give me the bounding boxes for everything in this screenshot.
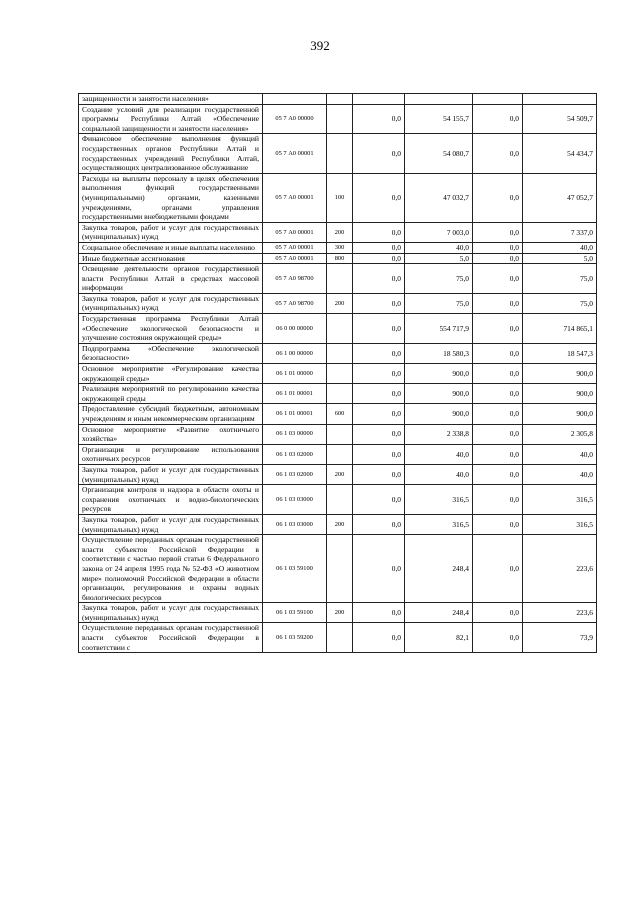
row-value-4-cell: 5,0 <box>523 253 597 264</box>
row-value-2-cell: 316,5 <box>405 485 473 515</box>
table-row <box>79 94 597 105</box>
row-value-1-cell: 0,0 <box>353 222 405 242</box>
row-value-2-cell: 75,0 <box>405 293 473 313</box>
row-vr-cell <box>327 364 353 384</box>
row-code-cell: 05 7 А0 00000 <box>263 104 327 134</box>
row-value-2-cell: 82,1 <box>405 623 473 653</box>
row-value-1-cell: 0,0 <box>353 535 405 603</box>
row-name-cell: Расходы на выплаты персоналу в целях обеспечения выполнения функций государственными (муниципальными) органами, казенными учреждениями, органами управления государственными внебюджетными фондами <box>79 173 263 222</box>
row-code-cell: 06 1 03 03000 <box>263 514 327 534</box>
row-value-2-cell: 2 338,8 <box>405 424 473 444</box>
row-value-4-cell: 54 434,7 <box>523 134 597 173</box>
row-value-3-cell: 0,0 <box>473 404 523 424</box>
row-value-3-cell: 0,0 <box>473 104 523 134</box>
row-vr-cell <box>327 424 353 444</box>
row-value-2-cell: 47 032,7 <box>405 173 473 222</box>
row-value-4-cell: 2 305,8 <box>523 424 597 444</box>
row-vr-cell <box>327 343 353 363</box>
budget-table <box>78 93 597 653</box>
row-value-4-cell: 714 865,1 <box>523 314 597 344</box>
row-value-1-cell: 0,0 <box>353 424 405 444</box>
row-value-2-cell: 900,0 <box>405 404 473 424</box>
row-value-1-cell: 0,0 <box>353 314 405 344</box>
row-value-4-cell: 40,0 <box>523 464 597 484</box>
row-value-4-cell <box>523 94 597 105</box>
row-value-3-cell: 0,0 <box>473 242 523 253</box>
table-row <box>79 104 597 134</box>
row-vr-cell <box>327 535 353 603</box>
row-vr-cell: 600 <box>327 404 353 424</box>
row-value-2-cell: 40,0 <box>405 444 473 464</box>
row-value-1-cell: 0,0 <box>353 623 405 653</box>
row-vr-cell: 200 <box>327 514 353 534</box>
row-value-4-cell: 316,5 <box>523 485 597 515</box>
row-value-3-cell: 0,0 <box>473 134 523 173</box>
row-value-2-cell: 75,0 <box>405 264 473 294</box>
table-row <box>79 264 597 294</box>
table-row <box>79 173 597 222</box>
row-name-cell: Организация и регулирование использования охотничьих ресурсов <box>79 444 263 464</box>
table-row <box>79 314 597 344</box>
row-code-cell: 05 7 А0 00001 <box>263 253 327 264</box>
row-vr-cell: 800 <box>327 253 353 264</box>
row-value-2-cell <box>405 94 473 105</box>
row-value-2-cell: 5,0 <box>405 253 473 264</box>
row-code-cell: 06 1 01 00001 <box>263 384 327 404</box>
row-code-cell: 05 7 А0 00001 <box>263 134 327 173</box>
row-value-2-cell: 900,0 <box>405 364 473 384</box>
row-value-3-cell: 0,0 <box>473 464 523 484</box>
row-value-4-cell: 900,0 <box>523 384 597 404</box>
row-value-4-cell: 73,9 <box>523 623 597 653</box>
row-vr-cell: 200 <box>327 293 353 313</box>
row-value-4-cell: 54 509,7 <box>523 104 597 134</box>
table-row <box>79 535 597 603</box>
row-value-1-cell: 0,0 <box>353 364 405 384</box>
row-value-3-cell: 0,0 <box>473 603 523 623</box>
table-row <box>79 424 597 444</box>
row-value-4-cell: 75,0 <box>523 293 597 313</box>
table-row <box>79 603 597 623</box>
row-value-4-cell: 40,0 <box>523 242 597 253</box>
table-row <box>79 293 597 313</box>
row-name-cell: Основное мероприятие «Развитие охотничьего хозяйства» <box>79 424 263 444</box>
row-value-4-cell: 7 337,0 <box>523 222 597 242</box>
table-row <box>79 343 597 363</box>
row-value-4-cell: 900,0 <box>523 364 597 384</box>
row-value-1-cell: 0,0 <box>353 134 405 173</box>
row-name-cell: Осуществление переданных органам государственной власти субъектов Российской Федерации в соответствии с частью первой статьи 6 Федерального закона от 24 апреля 1995 года № 52-ФЗ «О животном мире» полномочий Российской Федерации в области организации, регулирования и охраны водных биологических ресурсов <box>79 535 263 603</box>
row-value-3-cell: 0,0 <box>473 253 523 264</box>
row-value-2-cell: 40,0 <box>405 464 473 484</box>
row-value-3-cell: 0,0 <box>473 222 523 242</box>
row-value-1-cell: 0,0 <box>353 104 405 134</box>
row-vr-cell <box>327 134 353 173</box>
row-value-3-cell: 0,0 <box>473 314 523 344</box>
row-name-cell: Закупка товаров, работ и услуг для государственных (муниципальных) нужд <box>79 603 263 623</box>
row-value-1-cell: 0,0 <box>353 242 405 253</box>
row-code-cell: 05 7 А0 98700 <box>263 264 327 294</box>
row-name-cell: Закупка товаров, работ и услуг для государственных (муниципальных) нужд <box>79 464 263 484</box>
row-name-cell: Освещение деятельности органов государственной власти Республики Алтай в средствах массовой информации <box>79 264 263 294</box>
row-vr-cell: 100 <box>327 173 353 222</box>
row-code-cell: 06 1 03 59100 <box>263 603 327 623</box>
row-value-2-cell: 7 003,0 <box>405 222 473 242</box>
row-vr-cell: 200 <box>327 222 353 242</box>
row-code-cell: 06 1 03 00000 <box>263 424 327 444</box>
row-value-4-cell: 223,6 <box>523 535 597 603</box>
row-value-4-cell: 316,5 <box>523 514 597 534</box>
row-name-cell: Осуществление переданных органам государственной власти субъектов Российской Федерации в соответствии с <box>79 623 263 653</box>
row-code-cell: 06 1 03 59200 <box>263 623 327 653</box>
table-row <box>79 364 597 384</box>
row-value-1-cell: 0,0 <box>353 514 405 534</box>
table-row <box>79 623 597 653</box>
row-code-cell: 05 7 А0 00001 <box>263 242 327 253</box>
row-value-1-cell: 0,0 <box>353 485 405 515</box>
row-value-4-cell: 47 052,7 <box>523 173 597 222</box>
row-value-3-cell: 0,0 <box>473 264 523 294</box>
row-value-2-cell: 900,0 <box>405 384 473 404</box>
row-code-cell: 06 1 00 00000 <box>263 343 327 363</box>
row-value-1-cell: 0,0 <box>353 603 405 623</box>
table-row <box>79 485 597 515</box>
row-value-1-cell: 0,0 <box>353 264 405 294</box>
row-value-3-cell: 0,0 <box>473 623 523 653</box>
row-code-cell: 06 1 01 00000 <box>263 364 327 384</box>
row-name-cell: Государственная программа Республики Алтай «Обеспечение экологической безопасности и улучшение состояния окружающей среды» <box>79 314 263 344</box>
row-name-cell: Финансовое обеспечение выполнения функций государственных органов Республики Алтай и государственных учреждений Республики Алтай, осуществляющих централизованное обслуживание <box>79 134 263 173</box>
page-number: 392 <box>310 38 330 53</box>
row-value-4-cell: 223,6 <box>523 603 597 623</box>
row-code-cell: 06 1 03 59100 <box>263 535 327 603</box>
row-value-3-cell: 0,0 <box>473 444 523 464</box>
row-name-cell: Предоставление субсидий бюджетным, автономным учреждениям и иным некоммерческим организациям <box>79 404 263 424</box>
row-value-3-cell: 0,0 <box>473 535 523 603</box>
row-value-1-cell: 0,0 <box>353 293 405 313</box>
row-value-2-cell: 248,4 <box>405 603 473 623</box>
row-value-1-cell <box>353 94 405 105</box>
row-name-cell: Основное мероприятие «Регулирование качества окружающей среды» <box>79 364 263 384</box>
row-value-4-cell: 40,0 <box>523 444 597 464</box>
row-code-cell: 06 1 03 03000 <box>263 485 327 515</box>
row-name-cell: защищенности и занятости населения» <box>79 94 263 105</box>
row-value-3-cell <box>473 94 523 105</box>
row-code-cell: 05 7 А0 00001 <box>263 173 327 222</box>
row-name-cell: Реализация мероприятий по регулированию качества окружающей среды <box>79 384 263 404</box>
row-value-2-cell: 554 717,9 <box>405 314 473 344</box>
row-value-1-cell: 0,0 <box>353 253 405 264</box>
row-code-cell: 06 1 03 02000 <box>263 444 327 464</box>
row-value-3-cell: 0,0 <box>473 384 523 404</box>
table-row <box>79 514 597 534</box>
row-vr-cell <box>327 314 353 344</box>
row-value-3-cell: 0,0 <box>473 343 523 363</box>
row-value-3-cell: 0,0 <box>473 364 523 384</box>
row-value-2-cell: 54 155,7 <box>405 104 473 134</box>
row-name-cell: Социальное обеспечение и иные выплаты населению <box>79 242 263 253</box>
row-name-cell: Организация контроля и надзора в области охоты и сохранения охотничьих и водно-биологических ресурсов <box>79 485 263 515</box>
row-vr-cell <box>327 384 353 404</box>
table-row <box>79 134 597 173</box>
table-row <box>79 384 597 404</box>
row-value-1-cell: 0,0 <box>353 404 405 424</box>
table-body <box>79 94 597 653</box>
row-value-1-cell: 0,0 <box>353 173 405 222</box>
row-vr-cell <box>327 444 353 464</box>
row-vr-cell: 200 <box>327 464 353 484</box>
row-value-2-cell: 40,0 <box>405 242 473 253</box>
row-vr-cell: 200 <box>327 603 353 623</box>
row-code-cell: 05 7 А0 00001 <box>263 222 327 242</box>
row-value-3-cell: 0,0 <box>473 424 523 444</box>
table-row <box>79 464 597 484</box>
row-value-2-cell: 248,4 <box>405 535 473 603</box>
row-name-cell: Иные бюджетные ассигнования <box>79 253 263 264</box>
row-value-4-cell: 18 547,3 <box>523 343 597 363</box>
row-code-cell <box>263 94 327 105</box>
row-value-2-cell: 316,5 <box>405 514 473 534</box>
row-code-cell: 06 1 01 00001 <box>263 404 327 424</box>
row-value-1-cell: 0,0 <box>353 444 405 464</box>
row-value-1-cell: 0,0 <box>353 464 405 484</box>
row-value-1-cell: 0,0 <box>353 343 405 363</box>
table-row <box>79 242 597 253</box>
row-code-cell: 06 0 00 00000 <box>263 314 327 344</box>
row-value-2-cell: 18 580,3 <box>405 343 473 363</box>
row-code-cell: 05 7 А0 98700 <box>263 293 327 313</box>
row-vr-cell <box>327 485 353 515</box>
table-row <box>79 222 597 242</box>
row-vr-cell: 300 <box>327 242 353 253</box>
row-value-4-cell: 900,0 <box>523 404 597 424</box>
row-vr-cell <box>327 264 353 294</box>
table-row <box>79 253 597 264</box>
row-vr-cell <box>327 94 353 105</box>
row-code-cell: 06 1 03 02000 <box>263 464 327 484</box>
row-name-cell: Закупка товаров, работ и услуг для государственных (муниципальных) нужд <box>79 514 263 534</box>
row-value-3-cell: 0,0 <box>473 173 523 222</box>
row-value-3-cell: 0,0 <box>473 514 523 534</box>
table-row <box>79 404 597 424</box>
row-vr-cell <box>327 623 353 653</box>
row-value-1-cell: 0,0 <box>353 384 405 404</box>
row-name-cell: Закупка товаров, работ и услуг для государственных (муниципальных) нужд <box>79 222 263 242</box>
row-name-cell: Подпрограмма «Обеспечение экологической безопасности» <box>79 343 263 363</box>
row-name-cell: Закупка товаров, работ и услуг для государственных (муниципальных) нужд <box>79 293 263 313</box>
row-name-cell: Создание условий для реализации государственной программы Республики Алтай «Обеспечение социальной защищенности и занятости населения» <box>79 104 263 134</box>
row-value-3-cell: 0,0 <box>473 485 523 515</box>
row-value-2-cell: 54 080,7 <box>405 134 473 173</box>
row-vr-cell <box>327 104 353 134</box>
row-value-3-cell: 0,0 <box>473 293 523 313</box>
row-value-4-cell: 75,0 <box>523 264 597 294</box>
table-row <box>79 444 597 464</box>
